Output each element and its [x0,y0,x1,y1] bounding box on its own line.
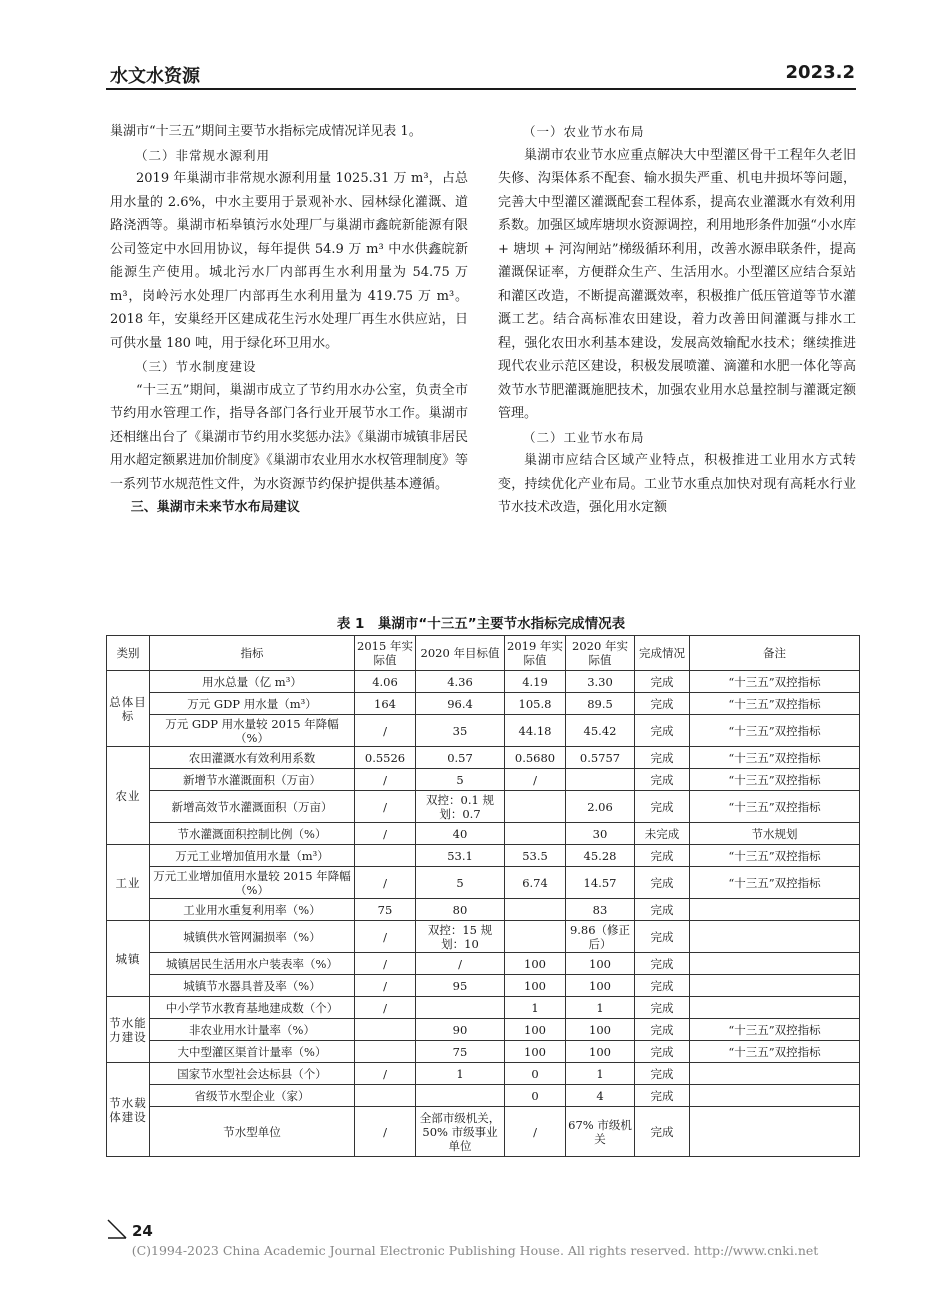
category-cell: 城镇 [107,921,150,997]
value-cell: “十三五”双控指标 [690,1019,860,1041]
indicator-cell: 非农业用水计量率（%） [150,1019,355,1041]
value-cell: 53.1 [416,845,505,867]
value-cell: 0.5757 [566,747,635,769]
value-cell: 89.5 [566,693,635,715]
value-cell: 4.19 [505,671,566,693]
value-cell: “十三五”双控指标 [690,715,860,747]
header-cell: 2020 年目标值 [416,636,505,671]
value-cell: 105.8 [505,693,566,715]
table-row [107,1107,860,1157]
value-cell [690,1063,860,1085]
value-cell: 4 [566,1085,635,1107]
value-cell: / [505,769,566,791]
value-cell: 全部市级机关，50% 市级事业单位 [416,1107,505,1157]
indicator-cell: 节水灌溉面积控制比例（%） [150,823,355,845]
paragraph: 2019 年巢湖市非常规水源利用量 1025.31 万 m³，占总用水量的 2.6%，中水主要用于景观补水、园林绿化灌溉、道路浇洒等。巢湖市柘皋镇污水处理厂与巢湖市鑫皖新能源有限公司签定中水回用协议，每年提供 54.9 万 m³ 中水供鑫皖新能源生产使用。城北污水厂内部再生水利用量为 54.75 万 m³，岗岭污水处理厂内部再生水利用量为 419.75 万 m³。2018 年，安巢经开区建成花生污水处理厂再生水供应站，日可供水量 180 吨，用于绿化环卫用水。 [110,171,468,351]
journal-name: 水文水资源 [110,66,200,87]
value-cell: 100 [566,953,635,975]
indicator-cell: 农田灌溉水有效利用系数 [150,747,355,769]
category-cell: 总体目标 [107,671,150,747]
right-column [498,120,856,520]
value-cell: “十三五”双控指标 [690,671,860,693]
value-cell: 95 [416,975,505,997]
value-cell: 96.4 [416,693,505,715]
table-row [107,715,860,747]
value-cell: / [355,1063,416,1085]
value-cell: 完成 [635,671,690,693]
table-header-row [107,636,860,671]
value-cell: 100 [505,1019,566,1041]
value-cell: 完成 [635,1107,690,1157]
table-row [107,997,860,1019]
value-cell: / [355,1107,416,1157]
subheading: （二）工业节水布局 [523,429,645,445]
indicator-cell: 工业用水重复利用率（%） [150,899,355,921]
value-cell: / [355,791,416,823]
value-cell: 完成 [635,1019,690,1041]
value-cell: 44.18 [505,715,566,747]
value-cell: 40 [416,823,505,845]
indicator-cell: 城镇节水器具普及率（%） [150,975,355,997]
value-cell [355,1085,416,1107]
value-cell [355,1041,416,1063]
value-cell: / [505,1107,566,1157]
value-cell [566,769,635,791]
value-cell: 4.36 [416,671,505,693]
value-cell: / [355,921,416,953]
value-cell: 100 [505,975,566,997]
indicator-cell: 新增高效节水灌溉面积（万亩） [150,791,355,823]
value-cell: 90 [416,1019,505,1041]
value-cell: 1 [505,997,566,1019]
value-cell: / [355,975,416,997]
table-row [107,1085,860,1107]
value-cell: 80 [416,899,505,921]
indicator-cell: 万元工业增加值用水量较 2015 年降幅（%） [150,867,355,899]
value-cell: 完成 [635,953,690,975]
value-cell: 0 [505,1063,566,1085]
table-row [107,671,860,693]
indicator-cell: 万元 GDP 用水量较 2015 年降幅（%） [150,715,355,747]
value-cell [416,997,505,1019]
value-cell: 100 [505,1041,566,1063]
value-cell [505,899,566,921]
header-cell: 备注 [690,636,860,671]
indicator-cell: 新增节水灌溉面积（万亩） [150,769,355,791]
value-cell: 75 [355,899,416,921]
value-cell: “十三五”双控指标 [690,867,860,899]
value-cell: 完成 [635,1085,690,1107]
value-cell: 3.30 [566,671,635,693]
value-cell: 67% 市级机关 [566,1107,635,1157]
value-cell: / [416,953,505,975]
header-cell: 指标 [150,636,355,671]
value-cell [690,1085,860,1107]
value-cell [505,791,566,823]
value-cell: 5 [416,769,505,791]
value-cell: 53.5 [505,845,566,867]
header-cell: 2020 年实际值 [566,636,635,671]
value-cell: 6.74 [505,867,566,899]
value-cell: 0.5526 [355,747,416,769]
subheading: （三）节水制度建设 [135,359,257,374]
value-cell [505,921,566,953]
value-cell: 2.06 [566,791,635,823]
value-cell [690,953,860,975]
table-caption: 表 1 巢湖市“十三五”主要节水指标完成情况表 [336,616,626,632]
value-cell: / [355,823,416,845]
issue-number: 2023.2 [785,62,855,83]
paragraph: 巢湖市“十三五”期间主要节水指标完成情况详见表 1。 [110,124,422,139]
table-row [107,899,860,921]
table-row [107,693,860,715]
value-cell: 完成 [635,921,690,953]
value-cell: / [355,867,416,899]
indicator-cell: 城镇居民生活用水户装表率（%） [150,953,355,975]
category-cell: 农业 [107,747,150,845]
left-column [110,120,468,520]
indicator-cell: 国家节水型社会达标县（个） [150,1063,355,1085]
value-cell: 完成 [635,769,690,791]
indicator-cell: 用水总量（亿 m³） [150,671,355,693]
table-row [107,867,860,899]
value-cell: 83 [566,899,635,921]
value-cell: 完成 [635,997,690,1019]
value-cell: 45.28 [566,845,635,867]
value-cell: / [355,715,416,747]
table-row [107,769,860,791]
value-cell: 35 [416,715,505,747]
value-cell: 完成 [635,693,690,715]
value-cell: “十三五”双控指标 [690,1041,860,1063]
value-cell [690,1107,860,1157]
value-cell: 75 [416,1041,505,1063]
value-cell: 完成 [635,975,690,997]
table-row [107,1041,860,1063]
value-cell: “十三五”双控指标 [690,769,860,791]
header-cell: 类别 [107,636,150,671]
value-cell: 100 [566,975,635,997]
header-cell: 完成情况 [635,636,690,671]
value-cell [690,997,860,1019]
table-row [107,845,860,867]
table-row [107,791,860,823]
value-cell: 164 [355,693,416,715]
value-cell: 完成 [635,1063,690,1085]
value-cell: / [355,953,416,975]
category-cell: 节水能力建设 [107,997,150,1063]
value-cell: 5 [416,867,505,899]
value-cell: 未完成 [635,823,690,845]
value-cell: 1 [566,997,635,1019]
table-row [107,823,860,845]
value-cell: 0 [505,1085,566,1107]
paragraph: “十三五”期间，巢湖市成立了节约用水办公室，负责全市节约用水管理工作，指导各部门各行业开展节水工作。巢湖市还相继出台了《巢湖市节约用水奖惩办法》《巢湖市城镇非居民用水超定额累进加价制度》《巢湖市农业用水水权管理制度》等一系列节水规范性文件，为水资源节约保护提供基本遵循。 [110,382,468,492]
value-cell [690,975,860,997]
value-cell: 100 [505,953,566,975]
value-cell: 4.06 [355,671,416,693]
value-cell: 完成 [635,845,690,867]
indicator-table [106,635,860,1157]
value-cell: 45.42 [566,715,635,747]
table-row [107,747,860,769]
value-cell [505,823,566,845]
value-cell: 双控：15 规划：10 [416,921,505,953]
value-cell: 100 [566,1019,635,1041]
indicator-cell: 省级节水型企业（家） [150,1085,355,1107]
header-cell: 2019 年实际值 [505,636,566,671]
paragraph: 巢湖市应结合区域产业特点，积极推进工业用水方式转变，持续优化产业布局。工业节水重点加快对现有高耗水行业节水技术改造，强化用水定额 [498,453,856,515]
value-cell: 1 [416,1063,505,1085]
value-cell [690,899,860,921]
subheading: （一）农业节水布局 [523,124,645,139]
indicator-cell: 城镇供水管网漏损率（%） [150,921,355,953]
subheading: （二）非常规水源利用 [135,147,271,163]
value-cell [690,921,860,953]
value-cell: “十三五”双控指标 [690,791,860,823]
table-row [107,1019,860,1041]
value-cell: 30 [566,823,635,845]
value-cell: 0.5680 [505,747,566,769]
value-cell: 完成 [635,715,690,747]
value-cell: 完成 [635,747,690,769]
value-cell: 14.57 [566,867,635,899]
value-cell: 双控：0.1 规划：0.7 [416,791,505,823]
table-row [107,1063,860,1085]
category-cell: 节水载体建设 [107,1063,150,1157]
indicator-cell: 大中型灌区渠首计量率（%） [150,1041,355,1063]
value-cell [416,1085,505,1107]
indicator-cell: 中小学节水教育基地建成数（个） [150,997,355,1019]
table-row [107,953,860,975]
value-cell: 9.86（修正后） [566,921,635,953]
value-cell [355,1019,416,1041]
value-cell: 完成 [635,867,690,899]
value-cell: “十三五”双控指标 [690,845,860,867]
paragraph: 巢湖市农业节水应重点解决大中型灌区骨干工程年久老旧失修、沟渠体系不配套、输水损失严重、机电井损坏等问题，完善大中型灌区灌溉配套工程体系，提高农业灌溉水有效利用系数。加强区域库塘坝水资源调控，利用地形条件加强“小水库 + 塘坝 + 河沟闸站”梯级循环利用，改善水源串联条件，提高灌溉保证率，方便群众生产、生活用水。小型灌区应结合泵站和灌区改造，不断提高灌溉效率，积极推广低压管道等节水灌溉工艺。结合高标准农田建设，着力改善田间灌溉与排水工程，强化农田水利基本建设，发展高效输配水技术；继续推进现代农业示范区建设，积极发展喷灌、滴灌和水肥一体化等高效节水节肥灌溉施肥技术，加强农业用水总量控制与灌溉定额管理。 [498,147,856,421]
section-heading: 三、巢湖市未来节水布局建议 [130,500,300,515]
table-row [107,975,860,997]
header-rule [106,88,856,90]
value-cell: 0.57 [416,747,505,769]
value-cell: “十三五”双控指标 [690,747,860,769]
copyright-notice: (C)1994-2023 China Academic Journal Electronic Publishing House. All rights reserved. http://www.cnki.net [131,1243,819,1258]
value-cell: 完成 [635,791,690,823]
indicator-cell: 节水型单位 [150,1107,355,1157]
value-cell [355,845,416,867]
page-number: 24 [132,1222,153,1240]
page-corner-mark [106,1218,128,1240]
header-cell: 2015 年实际值 [355,636,416,671]
category-cell: 工业 [107,845,150,921]
value-cell: 节水规划 [690,823,860,845]
value-cell: “十三五”双控指标 [690,693,860,715]
table-row [107,921,860,953]
value-cell: / [355,997,416,1019]
value-cell: 完成 [635,899,690,921]
indicator-cell: 万元 GDP 用水量（m³） [150,693,355,715]
value-cell: 100 [566,1041,635,1063]
value-cell: 完成 [635,1041,690,1063]
value-cell: / [355,769,416,791]
value-cell: 1 [566,1063,635,1085]
indicator-cell: 万元工业增加值用水量（m³） [150,845,355,867]
